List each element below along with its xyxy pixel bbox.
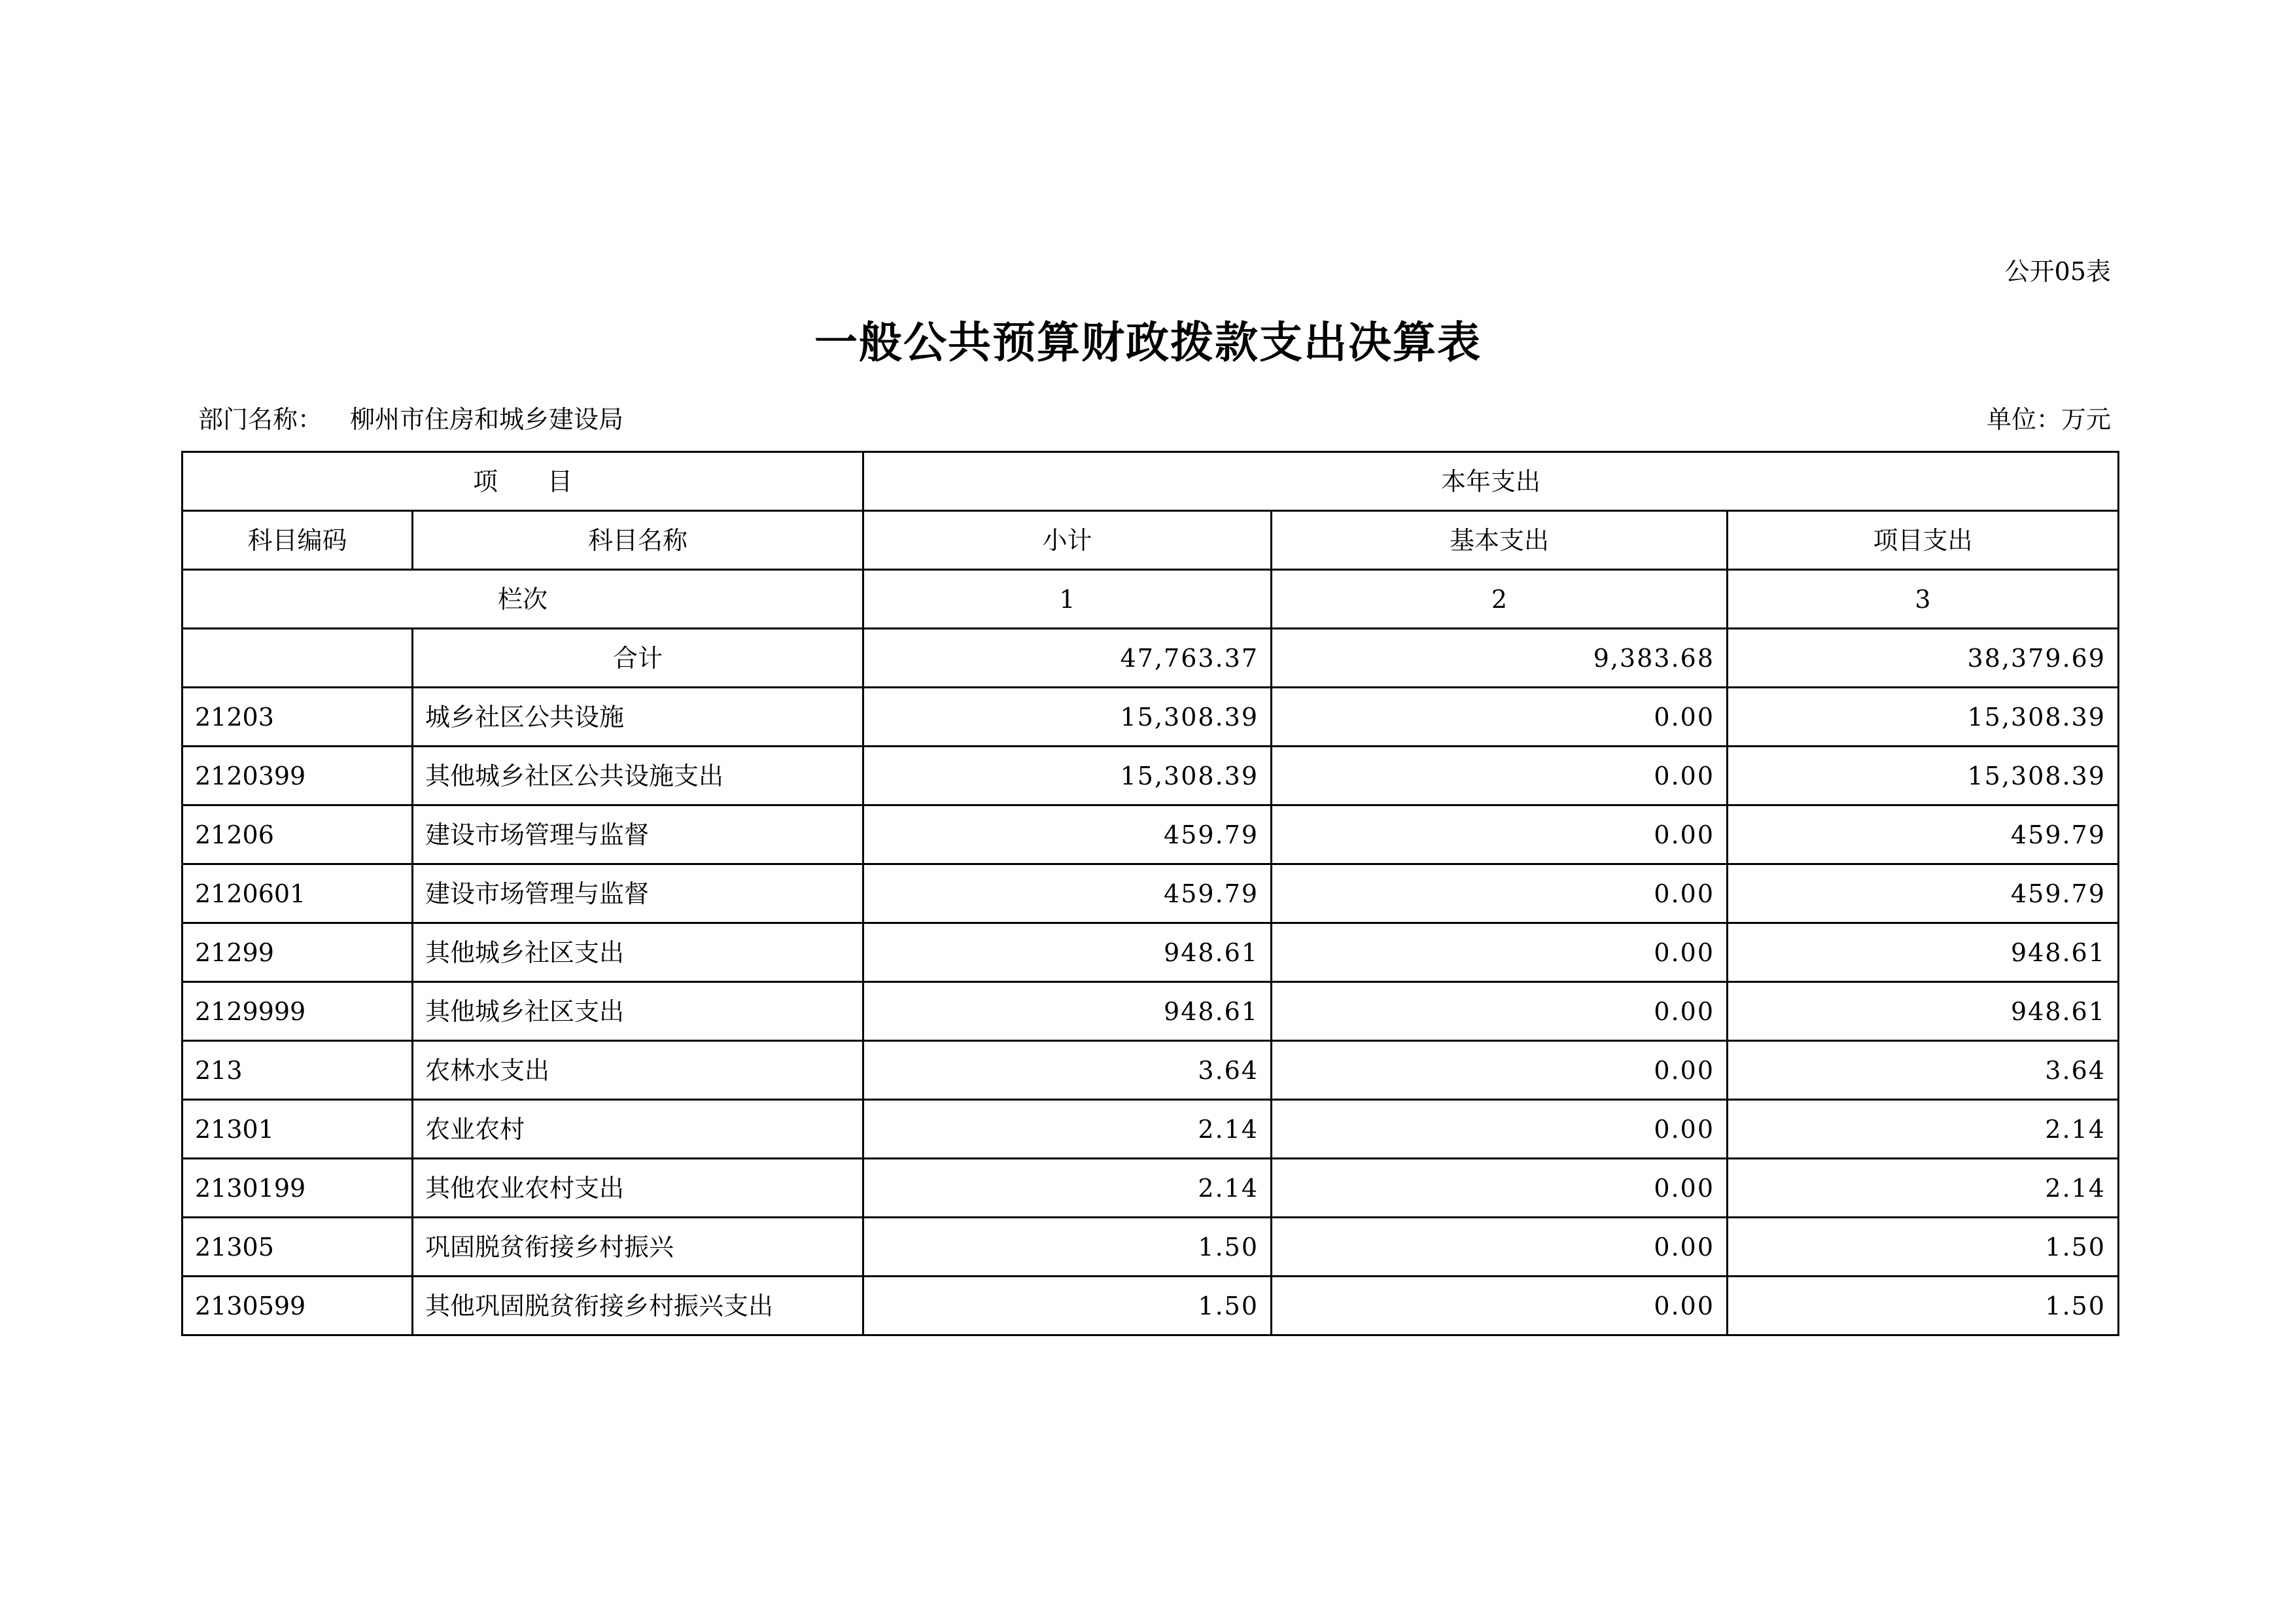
department-line <box>198 407 623 432</box>
row-subtotal: 948.61 <box>863 982 1272 1041</box>
row-code: 21301 <box>183 1100 413 1159</box>
column-order-3: 3 <box>1728 570 2119 629</box>
row-basic: 0.00 <box>1272 923 1728 982</box>
row-subtotal: 2.14 <box>863 1100 1272 1159</box>
row-project: 1.50 <box>1728 1218 2119 1277</box>
header-subtotal: 小计 <box>863 511 1272 570</box>
row-name: 其他巩固脱贫衔接乡村振兴支出 <box>413 1277 863 1335</box>
document-title: 一般公共预算财政拨款支出决算表 <box>814 317 1482 368</box>
row-basic: 0.00 <box>1272 1159 1728 1218</box>
form-number: 公开05表 <box>2004 257 2111 286</box>
row-name: 建设市场管理与监督 <box>413 864 863 923</box>
row-name: 其他城乡社区支出 <box>413 982 863 1041</box>
table-row <box>183 1041 2119 1100</box>
row-basic: 0.00 <box>1272 805 1728 864</box>
row-name: 建设市场管理与监督 <box>413 805 863 864</box>
header-project-expenditure: 项目支出 <box>1728 511 2119 570</box>
row-project: 2.14 <box>1728 1159 2119 1218</box>
row-code: 21305 <box>183 1218 413 1277</box>
row-name: 其他农业农村支出 <box>413 1159 863 1218</box>
table-header-row-2 <box>183 511 2119 570</box>
row-basic: 0.00 <box>1272 1218 1728 1277</box>
table-column-order-row <box>183 570 2119 629</box>
table-row <box>183 982 2119 1041</box>
header-current-year-expenditure: 本年支出 <box>863 452 2119 511</box>
row-subtotal: 459.79 <box>863 805 1272 864</box>
row-project: 15,308.39 <box>1728 747 2119 805</box>
row-basic: 0.00 <box>1272 688 1728 747</box>
row-code: 21206 <box>183 805 413 864</box>
row-subtotal: 1.50 <box>863 1277 1272 1335</box>
total-code-cell <box>183 629 413 688</box>
row-name: 城乡社区公共设施 <box>413 688 863 747</box>
column-order-2: 2 <box>1272 570 1728 629</box>
table-row <box>183 923 2119 982</box>
row-subtotal: 459.79 <box>863 864 1272 923</box>
row-subtotal: 2.14 <box>863 1159 1272 1218</box>
row-subtotal: 15,308.39 <box>863 747 1272 805</box>
row-basic: 0.00 <box>1272 1100 1728 1159</box>
total-subtotal: 47,763.37 <box>863 629 1272 688</box>
table-row <box>183 1218 2119 1277</box>
unit-label: 单位：万元 <box>1986 405 2111 434</box>
row-basic: 0.00 <box>1272 1041 1728 1100</box>
row-name: 农林水支出 <box>413 1041 863 1100</box>
row-project: 459.79 <box>1728 805 2119 864</box>
row-code: 2120399 <box>183 747 413 805</box>
table-row <box>183 1277 2119 1335</box>
row-code: 21299 <box>183 923 413 982</box>
table-row <box>183 805 2119 864</box>
table-row <box>183 1159 2119 1218</box>
row-name: 巩固脱贫衔接乡村振兴 <box>413 1218 863 1277</box>
row-code: 2120601 <box>183 864 413 923</box>
table-row <box>183 864 2119 923</box>
row-code: 2129999 <box>183 982 413 1041</box>
table-row <box>183 688 2119 747</box>
row-basic: 0.00 <box>1272 1277 1728 1335</box>
row-name: 其他城乡社区支出 <box>413 923 863 982</box>
header-subject-code: 科目编码 <box>183 511 413 570</box>
header-project: 项 目 <box>183 452 863 511</box>
row-name: 其他城乡社区公共设施支出 <box>413 747 863 805</box>
total-project: 38,379.69 <box>1728 629 2119 688</box>
table-header-row-1 <box>183 452 2119 511</box>
row-subtotal: 948.61 <box>863 923 1272 982</box>
header-subject-name: 科目名称 <box>413 511 863 570</box>
row-project: 948.61 <box>1728 982 2119 1041</box>
row-code: 2130599 <box>183 1277 413 1335</box>
department-name: 柳州市住房和城乡建设局 <box>350 405 624 434</box>
row-project: 459.79 <box>1728 864 2119 923</box>
column-order-1: 1 <box>863 570 1272 629</box>
row-project: 1.50 <box>1728 1277 2119 1335</box>
row-code: 213 <box>183 1041 413 1100</box>
row-project: 3.64 <box>1728 1041 2119 1100</box>
row-subtotal: 1.50 <box>863 1218 1272 1277</box>
total-label: 合计 <box>413 629 863 688</box>
department-label: 部门名称： <box>198 405 323 434</box>
table-total-row <box>183 629 2119 688</box>
row-subtotal: 15,308.39 <box>863 688 1272 747</box>
row-basic: 0.00 <box>1272 747 1728 805</box>
row-code: 21203 <box>183 688 413 747</box>
row-basic: 0.00 <box>1272 982 1728 1041</box>
table-row <box>183 1100 2119 1159</box>
row-project: 2.14 <box>1728 1100 2119 1159</box>
row-subtotal: 3.64 <box>863 1041 1272 1100</box>
expenditure-table <box>181 451 2119 1336</box>
row-code: 2130199 <box>183 1159 413 1218</box>
row-name: 农业农村 <box>413 1100 863 1159</box>
total-basic: 9,383.68 <box>1272 629 1728 688</box>
row-project: 948.61 <box>1728 923 2119 982</box>
row-project: 15,308.39 <box>1728 688 2119 747</box>
header-basic-expenditure: 基本支出 <box>1272 511 1728 570</box>
row-basic: 0.00 <box>1272 864 1728 923</box>
column-order-label: 栏次 <box>183 570 863 629</box>
table-row <box>183 747 2119 805</box>
